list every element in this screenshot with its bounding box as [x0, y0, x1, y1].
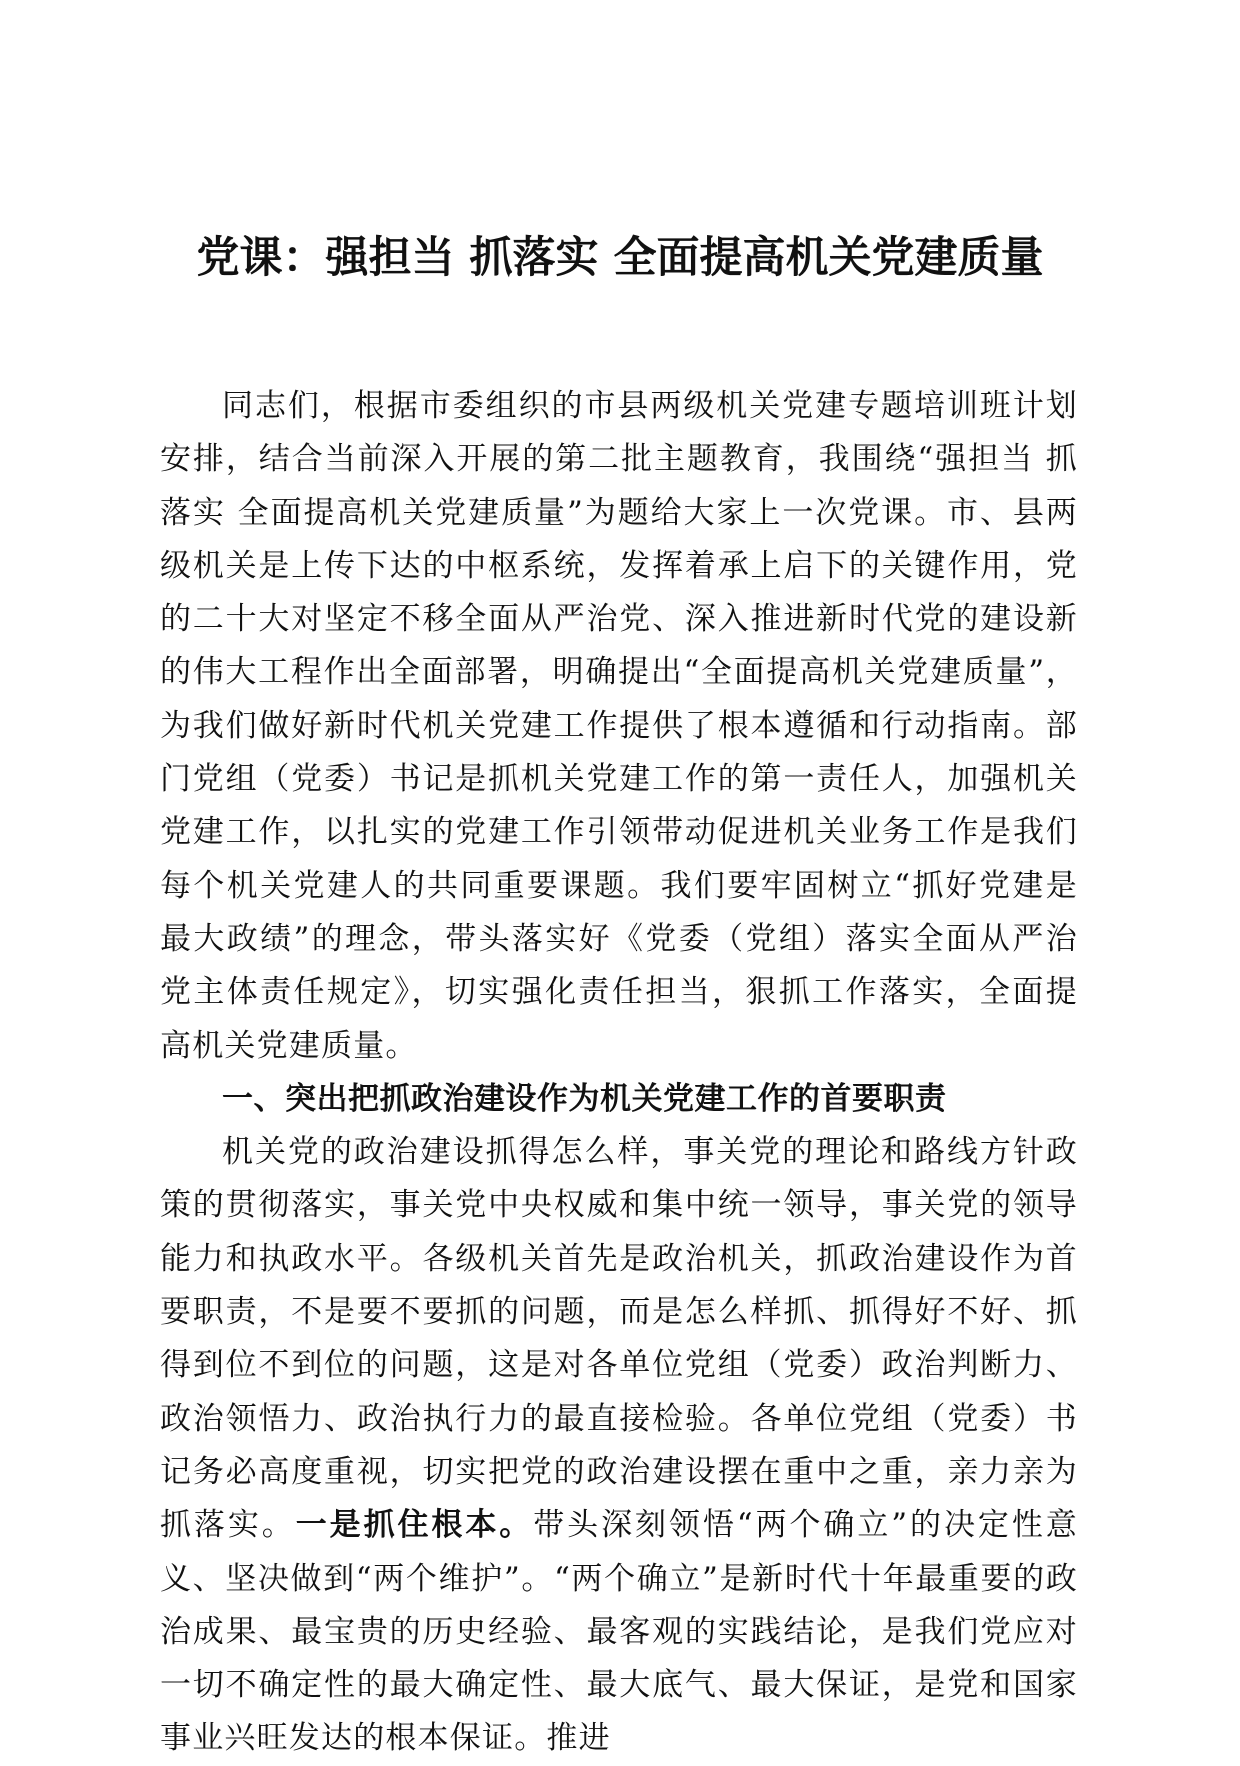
section-1-bold-run: 一是抓住根本。: [295, 1507, 534, 1544]
section-1-heading: 一、突出把抓政治建设作为机关党建工作的首要职责: [222, 1080, 947, 1117]
intro-paragraph: 同志们，根据市委组织的市县两级机关党建专题培训班计划安排，结合当前深入开展的第二批主题教育，我围绕“强担当 抓落实 全面提高机关党建质量”为题给大家上一次党课。市、县两级机关是上传下达的中枢系统，发挥着承上启下的关键作用，党的二十大对坚定不移全面从严治党、深入推进新时代党的建设新的伟大工程作出全面部署，明确提出“全面提高机关党建质量”，为我们做好新时代机关党建工作提供了根本遵循和行动指南。部门党组（党委）书记是抓机关党建工作的第一责任人，加强机关党建工作，以扎实的党建工作引领带动促进机关业务工作是我们每个机关党建人的共同重要课题。我们要牢固树立“抓好党建是最大政绩”的理念，带头落实好《党委（党组）落实全面从严治党主体责任规定》，切实强化责任担当，狠抓工作落实，全面提高机关党建质量。: [160, 388, 1078, 1064]
document-body: [160, 380, 1078, 1766]
section-1-paragraph: [160, 1126, 1078, 1766]
section-1-text-part-1: 机关党的政治建设抓得怎么样，事关党的理论和路线方针政策的贯彻落实，事关党中央权威和集中统一领导，事关党的领导能力和执政水平。各级机关首先是政治机关，抓政治建设作为首要职责，不是要不要抓的问题，而是怎么样抓、抓得好不好、抓得到位不到位的问题，这是对各单位党组（党委）政治判断力、政治领悟力、政治执行力的最直接检验。各单位党组（党委）书记务必高度重视，切实把党的政治建设摆在重中之重，亲力亲为抓落实。: [160, 1134, 1078, 1544]
document-title: 党课：强担当 抓落实 全面提高机关党建质量: [196, 233, 1044, 283]
section-1-text-part-2: 带头深刻领悟“两个确立”的决定性意义、坚决做到“两个维护”。“两个确立”是新时代十年最重要的政治成果、最宝贵的历史经验、最客观的实践结论，是我们党应对一切不确定性的最大确定性、最大底气、最大保证，是党和国家事业兴旺发达的根本保证。推进: [160, 1507, 1078, 1757]
